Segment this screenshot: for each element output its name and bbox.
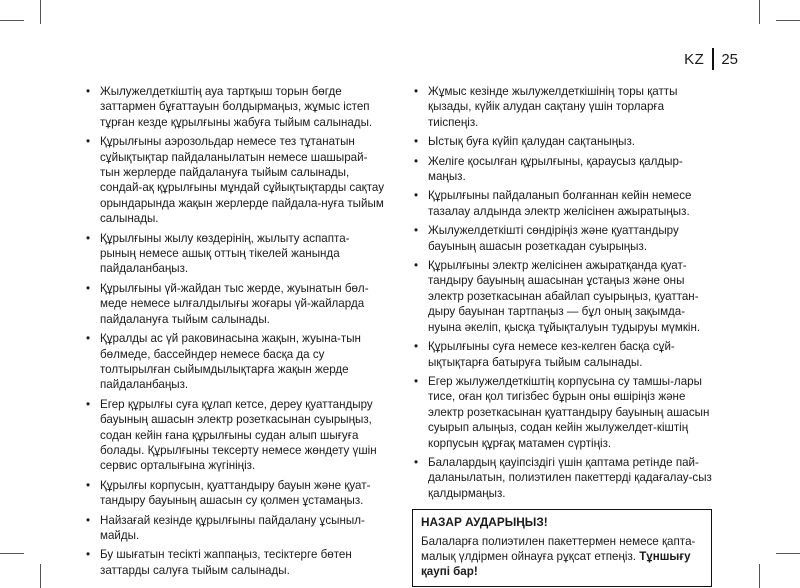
list-item: • Құралды ас үй раковинасына жақын, жуына-тын бөлмеде, бассейндер немесе басқа да су толтырылған сыйымдылықтарға жақын жерде пайдаланбаңыз. [84,331,384,393]
right-column [412,84,712,587]
safety-list-right [412,84,712,501]
page-number: 25 [721,50,738,68]
list-item: • Егер құрылғы суға құлап кетсе, дереу қуаттандыру бауының ашасын электр розеткасынан суырыңыз, содан кейін ғана құрылғыны судан алып шығуға болады. Құрылғыны тексерту немесе жөндету үшін сервис орталығына жүгініңіз. [84,397,384,474]
list-item: • Құрылғыны пайдаланып болғаннан кейін немесе тазалау алдында электр желісінен ажыратыңыз. [412,188,712,219]
list-item: • Найзағай кезінде құрылғыны пайдалану ұсыныл-майды. [84,513,384,544]
list-item: • Құрылғыны үй-жайдан тыс жерде, жуынатын бөл-меде немесе ылғалдылығы жоғары үй-жайларда пайдалануға тыйым салынады. [84,281,384,327]
list-item: • Жылужелдеткішті сөндіріңіз және қуаттандыру бауының ашасын розеткадан суырыңыз. [412,223,712,254]
list-item: • Құрылғы корпусын, қуаттандыру бауын және қуат-тандыру бауының ашасын су қолмен ұстамаңыз. [84,478,384,509]
crop-mark [0,20,24,21]
crop-mark [776,20,800,21]
list-item: • Құрылғыны электр желісінен ажыратқанда қуат-тандыру бауының ашасынан ұстаңыз және оны электр розеткасынан абайлап суырыңыз, қуаттан-дыру бауынан тартпаңыз — бұл оның зақымда-нуына әкеліп, қысқа тұйықталуын тудыруы мүмкін. [412,258,712,335]
list-item: • Құрылғыны жылу көздерінің, жылыту аспапта-рының немесе ашық оттың тікелей жанында пайдаланбаңыз. [84,231,384,277]
warning-text: Балаларға полиэтилен пакеттермен немесе қаптa-малық үлдірмен ойнауға рұқсат етпеңіз. [421,534,696,563]
crop-mark [759,564,760,588]
warning-box [412,509,712,587]
crop-mark [40,564,41,588]
crop-mark [776,553,800,554]
list-item: • Құрылғыны аэрозольдар немесе тез тұтанатын сұйықтықтар пайдаланылатын немесе шашырай-тын жерлерде пайдалануға тыйым салынады, сондай-ақ құрылғыны мұндай сұйықтықтарды сақтау орындарында жақын жерлерде пайдала-нуға тыйым салынады. [84,134,384,226]
page-header [684,48,738,70]
warning-body [421,534,703,580]
list-item: • Жылужелдеткіштің ауа тартқыш торын бөгде заттармен бұғаттауын болдырмаңыз, жұмыс істеп тұрған кезде құрылғыны жабуға тыйым салынады. [84,84,384,130]
crop-mark [0,553,24,554]
list-item: • Желіге қосылған құрылғыны, қараусыз қалдыр-маңыз. [412,154,712,185]
list-item: • Балалардың қауіпсіздігі үшін қаптама ретінде пай-даланылатын, полиэтилен пакеттерді қадағалау-сыз қалдырмаңыз. [412,455,712,501]
left-column [84,84,384,582]
list-item: • Ыстық буға күйіп қалудан сақтаныңыз. [412,134,712,149]
warning-title: НАЗАР АУДАРЫҢЫЗ! [421,515,548,530]
warning-emphasis: Тұншығу қаупі бар! [421,549,691,579]
crop-mark [759,0,760,24]
list-item: • Жұмыс кезінде жылужелдеткішінің торы қатты қызады, күйік алудан сақтану үшін торларға тиіспеңіз. [412,84,712,130]
list-item: • Егер жылужелдеткіштің корпусына су тамшы-лары тисе, оған қол тигізбес бұрын оны өшіріңіз және электр розеткасынан қуаттандыру бауының ашасын суырып алыңыз, содан кейін жылужелдет-кіштің корпусын құрғақ матамен сүртіңіз. [412,374,712,451]
safety-list-left [84,84,384,578]
list-item: • Құрылғыны суға немесе кез-келген басқа сұй-ықтықтарға батыруға тыйым салынады. [412,339,712,370]
crop-mark [40,0,41,24]
list-item: • Бу шығатын тесікті жаппаңыз, тесіктерге бөтен заттарды салуға тыйым салынады. [84,547,384,578]
language-code: KZ [684,50,705,68]
